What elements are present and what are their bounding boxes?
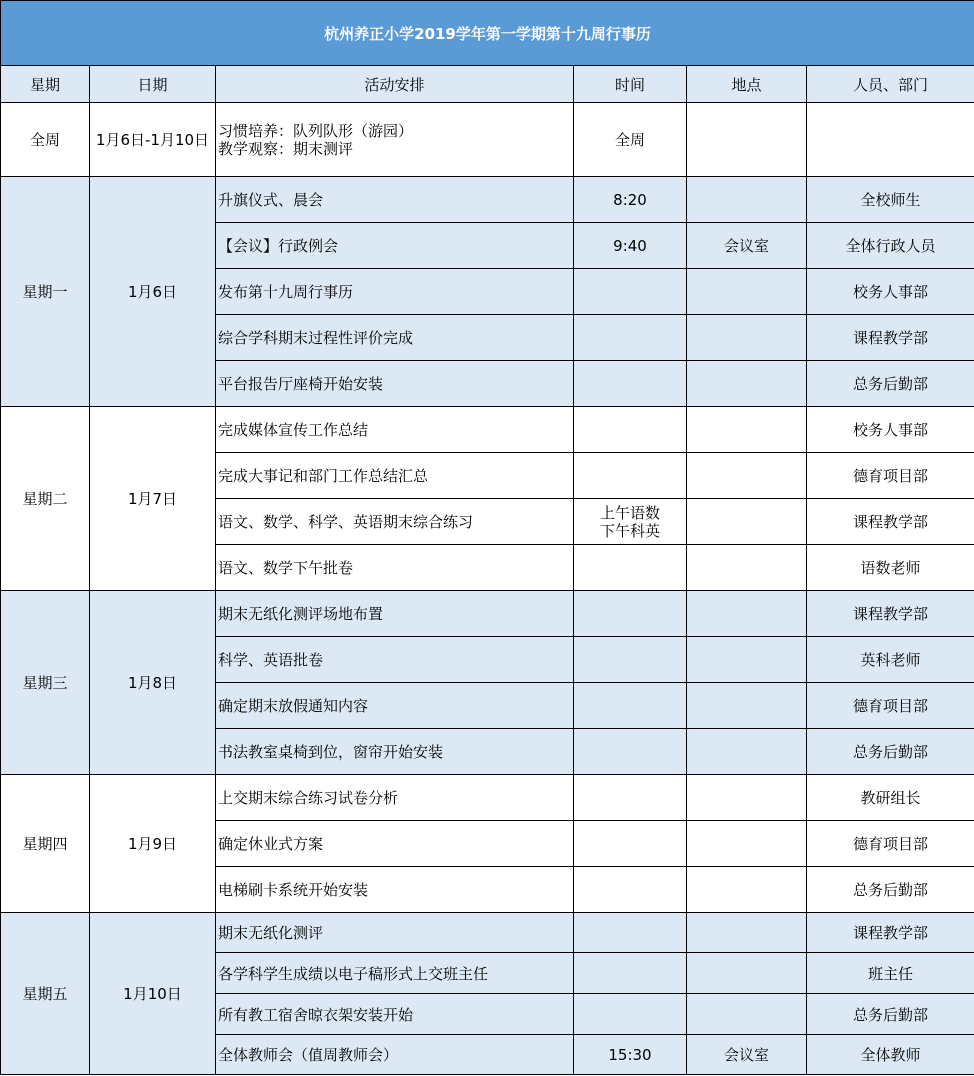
- place-cell: [687, 637, 807, 683]
- place-cell: [687, 994, 807, 1035]
- people-cell: 课程教学部: [807, 499, 974, 545]
- table-row: [1, 775, 974, 821]
- header-activity: 活动安排: [216, 66, 574, 103]
- place-cell: 会议室: [687, 223, 807, 269]
- place-cell: [687, 545, 807, 591]
- header-date: 日期: [90, 66, 216, 103]
- header-weekday: 星期: [1, 66, 90, 103]
- time-cell: [574, 315, 687, 361]
- people-cell: 班主任: [807, 953, 974, 994]
- time-cell: 8:20: [574, 177, 687, 223]
- table-row: [1, 591, 974, 637]
- people-cell: 教研组长: [807, 775, 974, 821]
- week-place: [687, 103, 807, 177]
- people-cell: 全体教师: [807, 1035, 974, 1075]
- time-cell: [574, 953, 687, 994]
- time-cell: [574, 775, 687, 821]
- week-activity: [216, 103, 574, 177]
- day-weekday: 星期三: [1, 591, 90, 775]
- place-cell: [687, 729, 807, 775]
- time-cell: [574, 269, 687, 315]
- time-cell: [574, 913, 687, 953]
- people-cell: 全校师生: [807, 177, 974, 223]
- table-row: [1, 177, 974, 223]
- time-cell: [574, 407, 687, 453]
- time-cell: [574, 683, 687, 729]
- week-time: 全周: [574, 103, 687, 177]
- table-row: [1, 407, 974, 453]
- activity-cell: 语文、数学下午批卷: [216, 545, 574, 591]
- time-cell: [574, 591, 687, 637]
- time-cell: [574, 994, 687, 1035]
- header-people: 人员、部门: [807, 66, 974, 103]
- activity-cell: 各学科学生成绩以电子稿形式上交班主任: [216, 953, 574, 994]
- people-cell: 总务后勤部: [807, 361, 974, 407]
- place-cell: [687, 867, 807, 913]
- time-cell: [574, 729, 687, 775]
- header-place: 地点: [687, 66, 807, 103]
- day-weekday: 星期四: [1, 775, 90, 913]
- time-cell: [574, 867, 687, 913]
- activity-cell: 综合学科期末过程性评价完成: [216, 315, 574, 361]
- time-cell: [574, 499, 687, 545]
- people-cell: 校务人事部: [807, 269, 974, 315]
- activity-cell: 上交期末综合练习试卷分析: [216, 775, 574, 821]
- place-cell: [687, 361, 807, 407]
- activity-cell: 【会议】行政例会: [216, 223, 574, 269]
- people-cell: 校务人事部: [807, 407, 974, 453]
- day-date: 1月6日: [90, 177, 216, 407]
- time-cell: [574, 361, 687, 407]
- place-cell: [687, 315, 807, 361]
- week-activity-line: 教学观察：期末测评: [218, 139, 354, 158]
- day-date: 1月8日: [90, 591, 216, 775]
- place-cell: [687, 269, 807, 315]
- people-cell: 英科老师: [807, 637, 974, 683]
- activity-cell: 完成大事记和部门工作总结汇总: [216, 453, 574, 499]
- place-cell: [687, 499, 807, 545]
- day-weekday: 星期二: [1, 407, 90, 591]
- day-date: 1月10日: [90, 913, 216, 1075]
- activity-cell: 全体教师会（值周教师会）: [216, 1035, 574, 1075]
- people-cell: 总务后勤部: [807, 729, 974, 775]
- people-cell: 德育项目部: [807, 453, 974, 499]
- days-body: [1, 177, 974, 1075]
- place-cell: [687, 821, 807, 867]
- time-line: 上午语数: [599, 503, 660, 522]
- place-cell: [687, 683, 807, 729]
- activity-cell: 平台报告厅座椅开始安装: [216, 361, 574, 407]
- day-date: 1月7日: [90, 407, 216, 591]
- activity-cell: 书法教室桌椅到位，窗帘开始安装: [216, 729, 574, 775]
- header-time: 时间: [574, 66, 687, 103]
- people-cell: 语数老师: [807, 545, 974, 591]
- table-row: [1, 913, 974, 953]
- people-cell: 总务后勤部: [807, 867, 974, 913]
- place-cell: [687, 775, 807, 821]
- activity-cell: 确定休业式方案: [216, 821, 574, 867]
- week-people: [807, 103, 974, 177]
- place-cell: [687, 953, 807, 994]
- activity-cell: 科学、英语批卷: [216, 637, 574, 683]
- day-weekday: 星期一: [1, 177, 90, 407]
- people-cell: 全体行政人员: [807, 223, 974, 269]
- activity-cell: 期末无纸化测评场地布置: [216, 591, 574, 637]
- activity-cell: 期末无纸化测评: [216, 913, 574, 953]
- activity-cell: 所有教工宿舍晾衣架安装开始: [216, 994, 574, 1035]
- time-cell: [574, 453, 687, 499]
- week-date: 1月6日-1月10日: [90, 103, 216, 177]
- activity-cell: 完成媒体宣传工作总结: [216, 407, 574, 453]
- time-line: 下午科英: [599, 521, 660, 540]
- people-cell: 课程教学部: [807, 315, 974, 361]
- place-cell: [687, 591, 807, 637]
- time-cell: [574, 545, 687, 591]
- place-cell: 会议室: [687, 1035, 807, 1075]
- people-cell: 课程教学部: [807, 913, 974, 953]
- place-cell: [687, 177, 807, 223]
- people-cell: 德育项目部: [807, 683, 974, 729]
- activity-cell: 发布第十九周行事历: [216, 269, 574, 315]
- time-cell: 9:40: [574, 223, 687, 269]
- week-activity-line: 习惯培养：队列队形（游园）: [218, 121, 414, 140]
- activity-cell: 语文、数学、科学、英语期末综合练习: [216, 499, 574, 545]
- place-cell: [687, 453, 807, 499]
- people-cell: 课程教学部: [807, 591, 974, 637]
- time-cell: 15:30: [574, 1035, 687, 1075]
- place-cell: [687, 407, 807, 453]
- page-title: 杭州养正小学2019学年第一学期第十九周行事历: [1, 1, 974, 66]
- activity-cell: 电梯刷卡系统开始安装: [216, 867, 574, 913]
- activity-cell: 确定期末放假通知内容: [216, 683, 574, 729]
- people-cell: 总务后勤部: [807, 994, 974, 1035]
- time-cell: [574, 637, 687, 683]
- day-date: 1月9日: [90, 775, 216, 913]
- week-row: [1, 103, 974, 177]
- time-cell: [574, 821, 687, 867]
- activity-cell: 升旗仪式、晨会: [216, 177, 574, 223]
- day-weekday: 星期五: [1, 913, 90, 1075]
- place-cell: [687, 913, 807, 953]
- people-cell: 德育项目部: [807, 821, 974, 867]
- week-weekday: 全周: [1, 103, 90, 177]
